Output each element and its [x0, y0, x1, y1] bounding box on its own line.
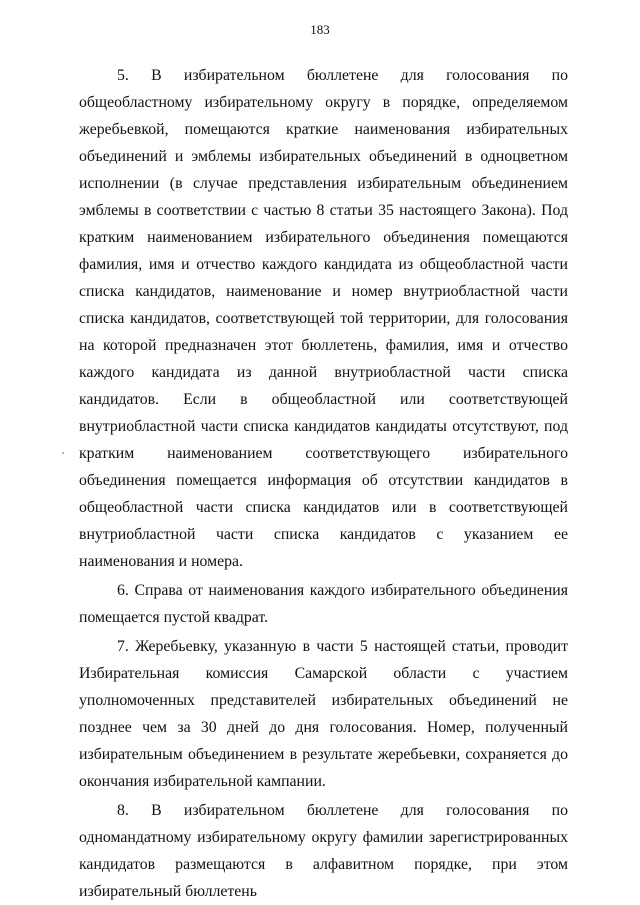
paragraph-part-6: 6. Справа от наименования каждого избирательного объединения помещается пустой квадрат. [79, 582, 568, 626]
paragraph-part-5: 5. В избирательном бюллетене для голосования по общеобластному избирательному округу в порядке, определяемом жеребьевкой, помещаются краткие наименования избирательных объединений и эмблемы избирательных объединений в одноцветном исполнении (в случае представления избирательным объединением эмблемы в соответствии с частью 8 статьи 35 настоящего Закона). Под кратким наименованием избирательного объединения помещаются фамилия, имя и отчество каждого кандидата из общеобластной части списка кандидатов, наименование и номер внутриобластной части списка кандидатов, соответствующей той территории, для голосования на которой предназначен этот бюллетень, фамилия, имя и отчество каждого кандидата из данной внутриобластной части списка кандидатов. Если в общеобластной или соответствующей внутриобластной части списка кандидатов кандидаты отсутствуют, под кратким наименованием соответствующего избирательного объединения помещается информация об отсутствии кандидатов в общеобластной части списка кандидатов или в соответствующей внутриобластной части списка кандидатов с указанием ее наименования и номера. [79, 67, 568, 570]
paragraph-part-7: 7. Жеребьевку, указанную в части 5 настоящей статьи, проводит Избирательная комиссия Самарской области с участием уполномоченных представителей избирательных объединений не позднее чем за 30 дней до дня голосования. Номер, полученный избирательным объединением в результате жеребьевки, сохраняется до окончания избирательной кампании. [79, 638, 568, 790]
page-number: 183 [310, 22, 330, 37]
paragraph-part-8: 8. В избирательном бюллетене для голосования по одномандатному избирательному округу фамилии зарегистрированных кандидатов размещаются в алфавитном порядке, при этом избирательный бюллетень [79, 802, 568, 900]
margin-mark [62, 452, 64, 454]
body-text [79, 62, 568, 905]
